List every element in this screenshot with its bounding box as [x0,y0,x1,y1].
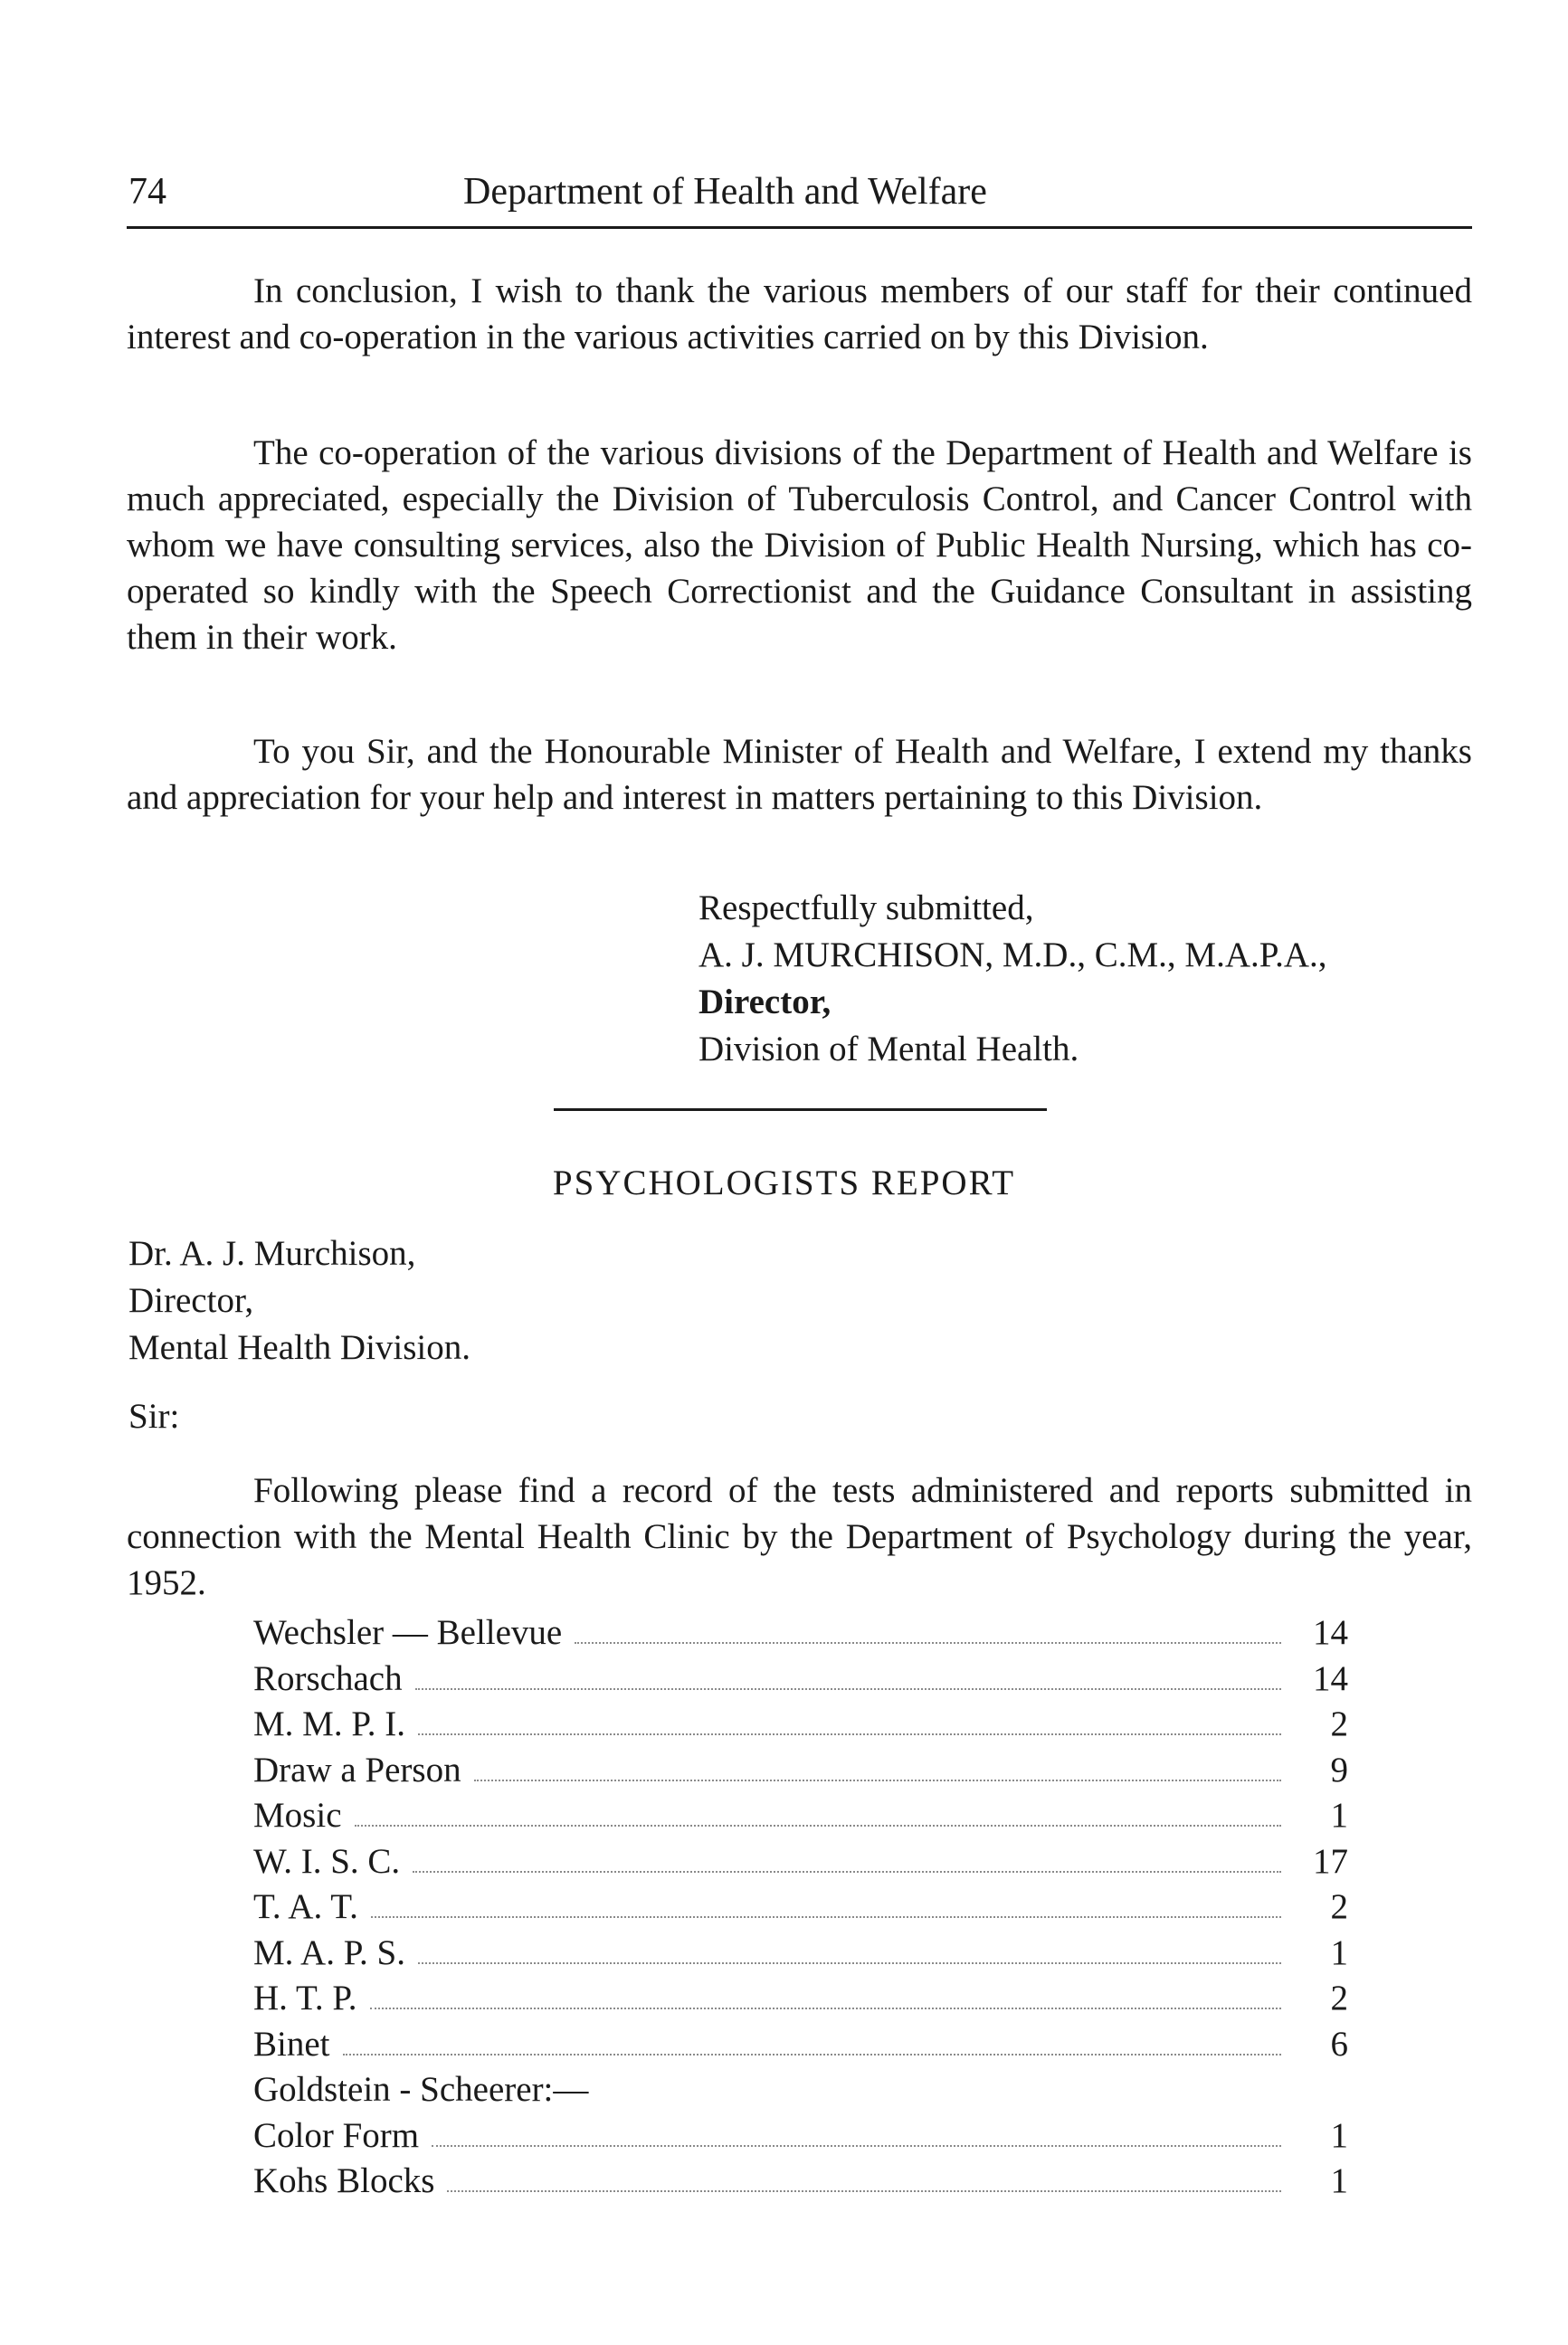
test-count: 1 [1330,2161,1348,2200]
test-count: 14 [1313,1658,1348,1698]
test-name: H. T. P. [253,1979,357,2017]
paragraph-report-intro: Following please find a record of the tests administered and reports submitted in connection with the Mental Health Clinic by the Department of Psychology during the year, 1952. [127,1471,1472,1602]
test-count: 1 [1330,1796,1348,1835]
report-title: PSYCHOLOGISTS REPORT [552,1163,1016,1202]
addressee-name: Dr. A. J. Murchison, [128,1234,416,1273]
test-row [253,1704,1348,1750]
paragraph-thanks: To you Sir, and the Honourable Minister of Health and Welfare, I extend my thanks and appreciation for your help and interest in matters pertaining to this Division. [127,732,1472,817]
dot-leader [575,1642,1281,1644]
test-name: Wechsler — Bellevue [253,1613,563,1652]
test-name: Kohs Blocks [253,2161,435,2200]
test-row [253,2069,1348,2115]
salutation: Sir: [128,1397,180,1436]
test-count: 2 [1330,1979,1348,2017]
test-name: W. I. S. C. [253,1841,401,1881]
test-row [253,2024,1348,2070]
test-row [253,2160,1348,2207]
dot-leader [343,2054,1282,2055]
paragraph-conclusion: In conclusion, I wish to thank the various members of our staff for their continued interest and co-operation in the various activities carried on by this Division. [127,271,1472,356]
test-name: Rorschach [253,1658,403,1698]
test-row [253,1932,1348,1979]
header-rule [127,226,1472,229]
test-count: 1 [1330,2115,1348,2155]
test-count: 17 [1313,1841,1348,1881]
test-name: Draw a Person [253,1750,461,1790]
paragraph-cooperation: The co-operation of the various divisions of the Department of Health and Welfare is much appreciated, especially the Division of Tuberculosis Control, and Cancer Control with whom we have consulting services, also the Division of Public Health Nursing, which has co-operated so kindly with the Speech Correctionist and the Guidance Consultant in assisting them in their work. [127,433,1472,657]
test-count: 1 [1330,1932,1348,1972]
dot-leader [415,1688,1281,1690]
test-name: Binet [253,2024,330,2064]
signature-name: A. J. MURCHISON, M.D., C.M., M.A.P.A., [698,935,1327,974]
dot-leader [474,1780,1281,1781]
test-count: 9 [1330,1750,1348,1790]
signature-closing: Respectfully submitted, [698,888,1034,927]
dot-leader [370,2008,1281,2009]
test-name: M. A. P. S. [253,1932,405,1972]
running-head: Department of Health and Welfare [463,171,987,213]
test-name: Goldstein - Scheerer:— [253,2070,589,2109]
section-divider [554,1108,1047,1111]
test-row [253,1612,1348,1658]
dot-leader [371,1916,1281,1918]
tests-list [253,1612,1348,2207]
test-row [253,1795,1348,1841]
test-count: 14 [1313,1613,1348,1652]
page-number: 74 [128,171,166,213]
dot-leader [355,1825,1282,1827]
test-row [253,1841,1348,1887]
dot-leader [418,1733,1281,1735]
test-row [253,1750,1348,1796]
test-name: Color Form [253,2115,420,2155]
addressee-division: Mental Health Division. [128,1328,471,1367]
dot-leader [447,2190,1281,2192]
test-count: 6 [1330,2024,1348,2064]
dot-leader [418,1962,1281,1964]
test-row [253,1886,1348,1932]
test-name: T. A. T. [253,1887,358,1926]
test-row [253,1658,1348,1704]
test-name: Mosic [253,1796,342,1835]
signature-division: Division of Mental Health. [698,1030,1079,1068]
addressee-title: Director, [128,1281,254,1320]
signature-title: Director, [698,983,832,1021]
dot-leader [413,1871,1281,1873]
test-count: 2 [1330,1704,1348,1743]
test-count: 2 [1330,1887,1348,1926]
test-name: M. M. P. I. [253,1704,405,1743]
test-row [253,2115,1348,2161]
dot-leader [432,2145,1281,2147]
test-row [253,1978,1348,2024]
